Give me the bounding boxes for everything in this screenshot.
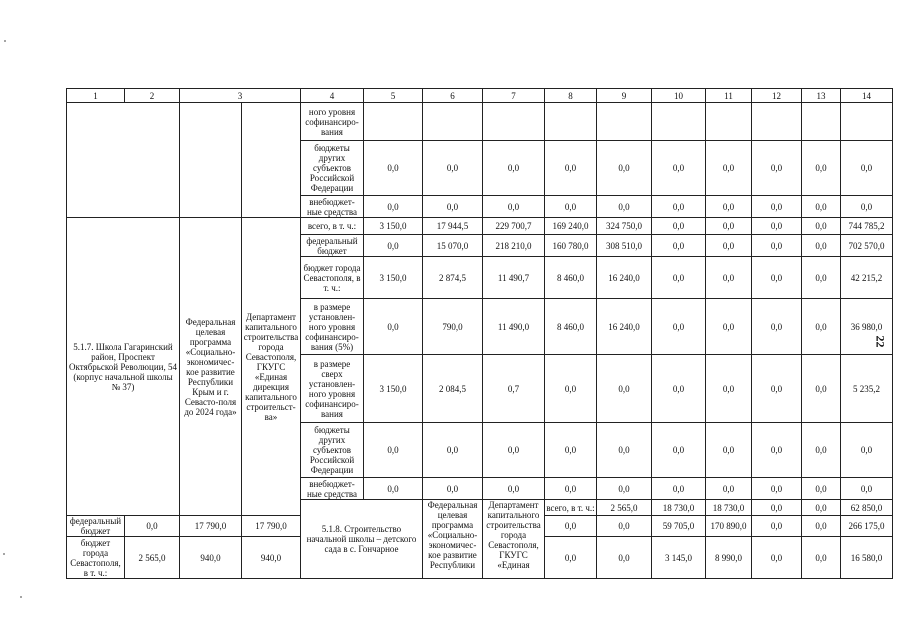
value-cell: 0,0	[652, 218, 706, 235]
value-cell: 0,0	[706, 257, 752, 299]
value-cell: 702 570,0	[841, 235, 893, 257]
value-cell: 3 145,0	[652, 537, 706, 579]
value-cell: 42 215,2	[841, 257, 893, 299]
row-label: бюджеты других субъектов Российской Федерации	[301, 423, 364, 478]
row-label: федеральный бюджет	[301, 235, 364, 257]
value-cell: 0,0	[364, 423, 423, 478]
value-cell: 170 890,0	[706, 516, 752, 537]
header-row	[67, 89, 893, 103]
value-cell	[841, 103, 893, 141]
header-cell: 4	[301, 89, 364, 103]
value-cell: 0,0	[752, 141, 802, 196]
value-cell	[423, 103, 483, 141]
header-cell: 3	[180, 89, 301, 103]
value-cell: 0,0	[483, 196, 545, 218]
value-cell: 62 850,0	[841, 500, 893, 516]
value-cell	[545, 103, 597, 141]
value-cell: 0,0	[597, 537, 652, 579]
header-cell: 2	[125, 89, 180, 103]
header-cell: 9	[597, 89, 652, 103]
header-cell: 10	[652, 89, 706, 103]
page-number: 22	[873, 335, 888, 348]
value-cell: 0,0	[706, 218, 752, 235]
value-cell: 0,0	[802, 537, 841, 579]
value-cell: 0,0	[423, 141, 483, 196]
row-label: бюджеты других субъектов Российской Федерации	[301, 141, 364, 196]
value-cell: 0,0	[364, 478, 423, 500]
scan-speck	[4, 40, 6, 42]
value-cell: 0,0	[802, 235, 841, 257]
value-cell: 17 790,0	[242, 516, 301, 537]
value-cell: 0,0	[752, 257, 802, 299]
value-cell: 0,0	[483, 478, 545, 500]
value-cell: 0,0	[752, 299, 802, 355]
header-cell: 11	[706, 89, 752, 103]
value-cell: 18 730,0	[652, 500, 706, 516]
value-cell: 0,0	[706, 196, 752, 218]
value-cell: 0,0	[841, 196, 893, 218]
value-cell: 0,0	[364, 141, 423, 196]
value-cell: 0,0	[545, 196, 597, 218]
value-cell: 0,0	[423, 478, 483, 500]
value-cell: 0,0	[802, 478, 841, 500]
value-cell: 0,0	[597, 196, 652, 218]
header-cell: 12	[752, 89, 802, 103]
value-cell: 0,7	[483, 355, 545, 423]
row-label: всего, в т. ч.:	[545, 500, 597, 516]
value-cell: 0,0	[597, 516, 652, 537]
value-cell: 0,0	[752, 218, 802, 235]
prev-executor-cell	[242, 103, 301, 218]
value-cell: 0,0	[752, 355, 802, 423]
value-cell: 0,0	[706, 141, 752, 196]
table-row	[67, 103, 893, 141]
value-cell: 744 785,2	[841, 218, 893, 235]
value-cell: 0,0	[802, 355, 841, 423]
object-name: 5.1.8. Строительство начальной школы – детского сада в с. Гончарное	[301, 500, 423, 579]
value-cell	[752, 103, 802, 141]
row-label: в размере установлен-ного уровня софинансиро-вания (5%)	[301, 299, 364, 355]
value-cell: 0,0	[752, 423, 802, 478]
header-cell: 1	[67, 89, 125, 103]
value-cell: 0,0	[752, 537, 802, 579]
header-cell: 8	[545, 89, 597, 103]
value-cell: 16 240,0	[597, 299, 652, 355]
value-cell	[483, 103, 545, 141]
value-cell	[597, 103, 652, 141]
value-cell	[652, 103, 706, 141]
value-cell: 0,0	[545, 537, 597, 579]
value-cell: 0,0	[125, 516, 180, 537]
value-cell: 218 210,0	[483, 235, 545, 257]
value-cell: 160 780,0	[545, 235, 597, 257]
value-cell: 17 790,0	[180, 516, 242, 537]
value-cell: 0,0	[652, 257, 706, 299]
value-cell: 0,0	[597, 355, 652, 423]
value-cell: 0,0	[706, 355, 752, 423]
value-cell: 0,0	[364, 235, 423, 257]
scan-speck	[20, 596, 22, 598]
value-cell: 266 175,0	[841, 516, 893, 537]
value-cell: 17 944,5	[423, 218, 483, 235]
value-cell: 0,0	[802, 218, 841, 235]
value-cell: 0,0	[652, 141, 706, 196]
header-cell: 14	[841, 89, 893, 103]
value-cell: 0,0	[483, 423, 545, 478]
value-cell: 2 565,0	[125, 537, 180, 579]
header-cell: 13	[802, 89, 841, 103]
row-label: бюджет города Севастополя, в т. ч.:	[301, 257, 364, 299]
row-label: в размере сверх установлен-ного уровня софинансиро-вания	[301, 355, 364, 423]
prev-program-cell	[180, 103, 242, 218]
value-cell: 0,0	[841, 478, 893, 500]
value-cell	[802, 103, 841, 141]
value-cell: 18 730,0	[706, 500, 752, 516]
value-cell: 0,0	[597, 423, 652, 478]
value-cell: 0,0	[545, 423, 597, 478]
value-cell: 0,0	[545, 141, 597, 196]
value-cell: 11 490,7	[483, 257, 545, 299]
value-cell: 2 565,0	[597, 500, 652, 516]
value-cell: 36 980,0	[841, 299, 893, 355]
table-row	[67, 218, 893, 235]
value-cell: 0,0	[706, 235, 752, 257]
value-cell: 0,0	[706, 423, 752, 478]
value-cell: 0,0	[423, 196, 483, 218]
value-cell	[706, 103, 752, 141]
program-name: Федеральная целевая программа «Социально-экономичес-кое развитие Республики Крым и г. Севасто-поля до 2024 года»	[180, 218, 242, 516]
value-cell: 0,0	[652, 196, 706, 218]
value-cell: 0,0	[802, 423, 841, 478]
executor-name: Департамент капитального строительства города Севастополя, ГКУГС «Единая дирекция капитального строительст-ва»	[242, 218, 301, 516]
value-cell: 15 070,0	[423, 235, 483, 257]
value-cell: 3 150,0	[364, 355, 423, 423]
value-cell: 8 990,0	[706, 537, 752, 579]
scan-speck	[3, 553, 5, 555]
value-cell: 169 240,0	[545, 218, 597, 235]
value-cell: 0,0	[841, 141, 893, 196]
value-cell: 0,0	[652, 235, 706, 257]
value-cell	[364, 103, 423, 141]
value-cell: 5 235,2	[841, 355, 893, 423]
value-cell: 16 580,0	[841, 537, 893, 579]
value-cell: 308 510,0	[597, 235, 652, 257]
value-cell: 0,0	[752, 500, 802, 516]
value-cell: 0,0	[423, 423, 483, 478]
header-cell: 5	[364, 89, 423, 103]
value-cell: 940,0	[242, 537, 301, 579]
value-cell: 0,0	[545, 516, 597, 537]
value-cell: 0,0	[597, 478, 652, 500]
row-label: внебюджет-ные средства	[301, 196, 364, 218]
value-cell: 0,0	[483, 141, 545, 196]
row-label: федеральный бюджет	[67, 516, 125, 537]
value-cell: 0,0	[652, 299, 706, 355]
value-cell: 2 874,5	[423, 257, 483, 299]
value-cell: 59 705,0	[652, 516, 706, 537]
value-cell: 0,0	[752, 196, 802, 218]
value-cell: 0,0	[841, 423, 893, 478]
value-cell: 2 084,5	[423, 355, 483, 423]
value-cell: 0,0	[364, 299, 423, 355]
value-cell: 0,0	[652, 355, 706, 423]
object-name: 5.1.7. Школа Гагаринский район, Проспект Октябрьской Революции, 54 (корпус начальной школы № 37)	[67, 218, 180, 516]
value-cell: 0,0	[752, 516, 802, 537]
value-cell: 790,0	[423, 299, 483, 355]
value-cell: 0,0	[802, 299, 841, 355]
value-cell: 229 700,7	[483, 218, 545, 235]
value-cell: 0,0	[802, 257, 841, 299]
value-cell: 0,0	[545, 355, 597, 423]
value-cell: 0,0	[706, 299, 752, 355]
value-cell: 0,0	[597, 141, 652, 196]
value-cell: 8 460,0	[545, 257, 597, 299]
value-cell: 0,0	[652, 478, 706, 500]
prev-object-cell	[67, 103, 180, 218]
row-label: бюджет города Севастополя, в т. ч.:	[67, 537, 125, 579]
value-cell: 0,0	[802, 500, 841, 516]
value-cell: 16 240,0	[597, 257, 652, 299]
value-cell: 940,0	[180, 537, 242, 579]
program-name: Федеральная целевая программа «Социально-экономичес-кое развитие Республики	[423, 500, 483, 579]
row-label: внебюджет-ные средства	[301, 478, 364, 500]
budget-table	[66, 88, 893, 579]
row-label: ного уровня софинансиро-вания	[301, 103, 364, 141]
value-cell: 3 150,0	[364, 218, 423, 235]
value-cell: 0,0	[545, 478, 597, 500]
value-cell: 8 460,0	[545, 299, 597, 355]
value-cell: 0,0	[752, 235, 802, 257]
value-cell: 0,0	[802, 196, 841, 218]
value-cell: 0,0	[802, 516, 841, 537]
value-cell: 324 750,0	[597, 218, 652, 235]
header-cell: 6	[423, 89, 483, 103]
value-cell: 0,0	[752, 478, 802, 500]
value-cell: 0,0	[706, 478, 752, 500]
value-cell: 0,0	[364, 196, 423, 218]
executor-name: Департамент капитального строительства города Севастополя, ГКУГС «Единая	[483, 500, 545, 579]
header-cell: 7	[483, 89, 545, 103]
row-label: всего, в т. ч.:	[301, 218, 364, 235]
value-cell: 11 490,0	[483, 299, 545, 355]
value-cell: 0,0	[652, 423, 706, 478]
value-cell: 3 150,0	[364, 257, 423, 299]
value-cell: 0,0	[802, 141, 841, 196]
